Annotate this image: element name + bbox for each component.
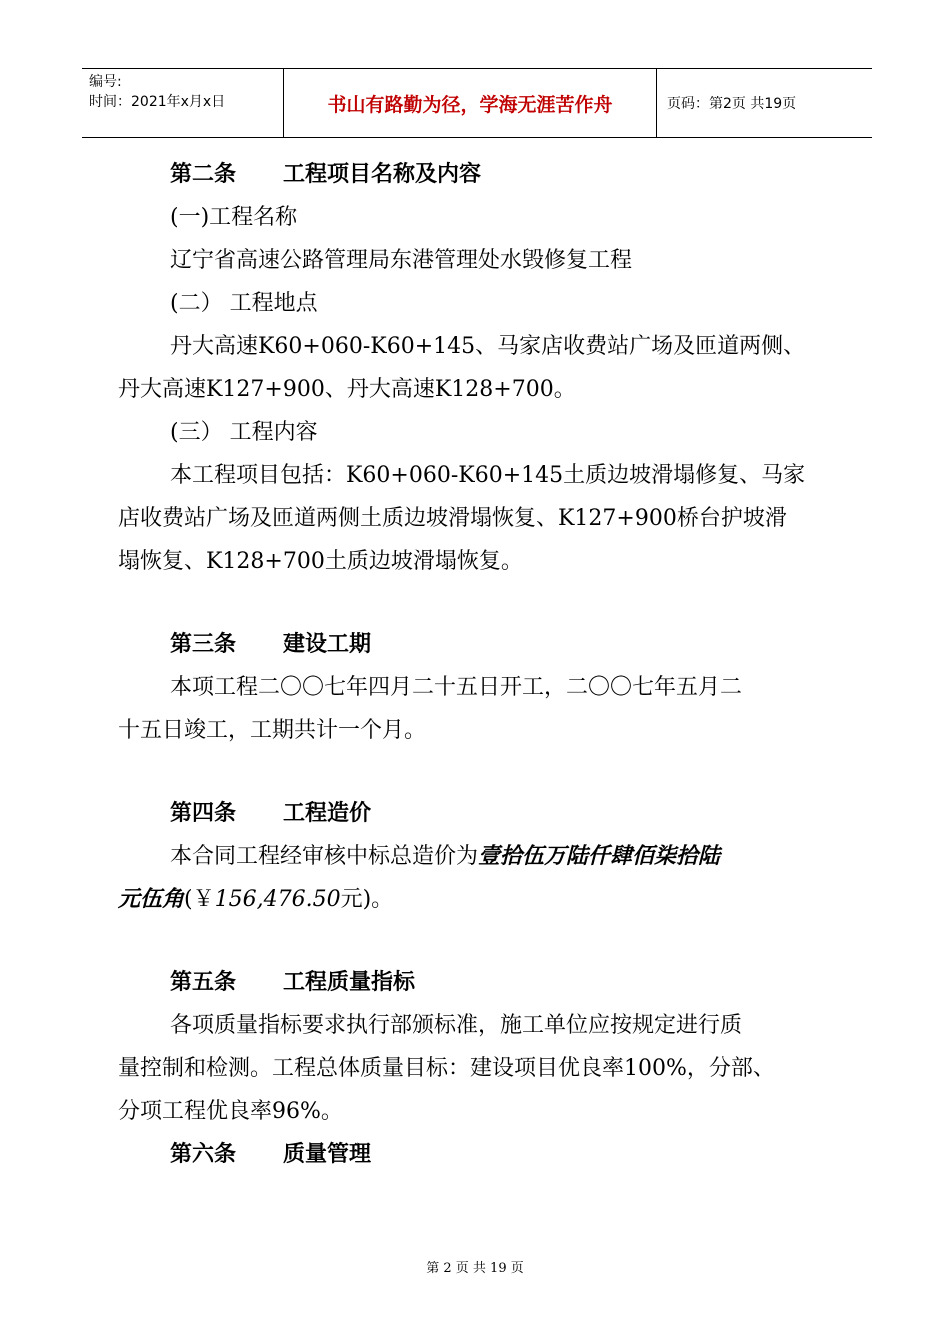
price-words: 壹拾伍万陆仟肆佰柒拾陆 — [478, 843, 721, 869]
article-number: 第三条 — [170, 632, 237, 657]
article-title: 工程项目名称及内容 — [283, 162, 482, 187]
article-number: 第六条 — [170, 1142, 237, 1167]
article-number: 第四条 — [170, 801, 237, 826]
header-motto: 书山有路勤为径，学海无涯苦作舟 — [284, 69, 657, 137]
section-heading — [118, 623, 838, 666]
article-number: 第五条 — [170, 970, 237, 995]
price-open: (￥ — [184, 887, 215, 912]
paragraph-line: 十五日竣工，工期共计一个月。 — [118, 718, 427, 743]
paragraph-line: 分项工程优良率96%。 — [118, 1099, 343, 1124]
date-label: 时间：2021年x月x日 — [89, 94, 226, 110]
paragraph-line: 本项工程二〇〇七年四月二十五日开工，二〇〇七年五月二 — [170, 675, 743, 700]
article-title: 质量管理 — [283, 1142, 372, 1167]
price-intro: 本合同工程经审核中标总造价为 — [170, 844, 479, 869]
header-page-code: 页码：第2页 共19页 — [667, 96, 797, 112]
paragraph-line — [118, 878, 838, 921]
article-title: 工程质量指标 — [283, 970, 416, 995]
paragraph-line: 丹大高速K60+060-K60+145、马家店收费站广场及匝道两侧、 — [170, 334, 806, 359]
page-header — [82, 68, 872, 138]
article-title: 建设工期 — [283, 632, 372, 657]
document-body — [118, 153, 838, 1176]
subheading: (三） 工程内容 — [170, 420, 318, 445]
section-heading — [118, 961, 838, 1004]
price-close: 元)。 — [340, 887, 394, 912]
paragraph-line — [118, 835, 838, 878]
header-info-cell — [82, 69, 284, 137]
price-number: 156,476.50 — [214, 887, 341, 912]
section-heading — [118, 792, 838, 835]
paragraph-line: 辽宁省高速公路管理局东港管理处水毁修复工程 — [170, 248, 633, 273]
paragraph-line: 店收费站广场及匝道两侧土质边坡滑塌恢复、K127+900桥台护坡滑 — [118, 506, 787, 531]
article-title: 工程造价 — [283, 801, 372, 826]
section-gap — [118, 752, 838, 792]
section-gap — [118, 921, 838, 961]
price-words-end: 元伍角 — [118, 886, 185, 912]
subheading: (二） 工程地点 — [170, 291, 318, 316]
section-heading — [118, 1133, 838, 1176]
paragraph-line: 本工程项目包括：K60+060-K60+145土质边坡滑塌修复、马家 — [170, 463, 806, 488]
subheading: (一)工程名称 — [170, 205, 298, 230]
paragraph-line: 塌恢复、K128+700土质边坡滑塌恢复。 — [118, 549, 523, 574]
paragraph-line: 丹大高速K127+900、丹大高速K128+700。 — [118, 377, 576, 402]
paragraph-line: 量控制和检测。工程总体质量目标：建设项目优良率100%，分部、 — [118, 1056, 775, 1081]
serial-label: 编号: — [89, 74, 122, 90]
page-footer: 第 2 页 共 19 页 — [426, 1261, 524, 1276]
paragraph-line: 各项质量指标要求执行部颁标准，施工单位应按规定进行质 — [170, 1013, 743, 1038]
section-gap — [118, 583, 838, 623]
article-number: 第二条 — [170, 162, 237, 187]
section-heading — [118, 153, 838, 196]
